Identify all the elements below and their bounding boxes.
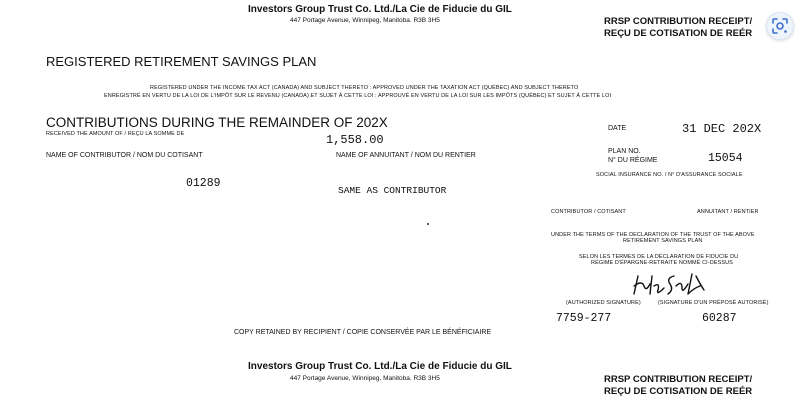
plan-number-label-en: PLAN NO.: [608, 148, 641, 155]
annuitant-column-label: ANNUITANT / RENTIER: [697, 209, 759, 215]
authorized-signature-label: (AUTHORIZED SIGNATURE): [566, 300, 641, 306]
plan-number-value: 15054: [708, 152, 743, 165]
terms-en-line-1: UNDER THE TERMS OF THE DECLARATION OF THE TRUST OF THE ABOVE: [551, 232, 755, 238]
company-address-top: 447 Portage Avenue, Winnipeg, Manitoba. R3B 3H5: [290, 17, 440, 24]
code-left: 7759-277: [556, 312, 612, 325]
annuitant-label: NAME OF ANNUITANT / NOM DU RENTIER: [336, 152, 476, 159]
receipt-title-fr-bottom: REÇU DE COTISATION DE REÉR: [604, 386, 753, 397]
company-name-top: Investors Group Trust Co. Ltd./La Cie de Fiducie du GIL: [248, 4, 512, 15]
stray-dot: [427, 223, 429, 225]
contributor-value: 01289: [186, 177, 221, 190]
registration-text-fr: ENREGISTRÉ EN VERTU DE LA LOI DE L'IMPÔT SUR LE REVENU (CANADA) ET SUJET À CETTE LOI : APPROUVÉ EN VERTU DE LA LOI SUR LES IMPÔTS (QUÉBEC) ET SUJET À CETTE LOI: [104, 93, 612, 99]
registration-text-en: REGISTERED UNDER THE INCOME TAX ACT (CANADA) AND SUBJECT THERETO : APPROVED UNDER THE TAXATION ACT (QUÉBEC) AND SUBJECT THERETO: [150, 85, 579, 91]
authorized-signature-label-fr: (SIGNATURE D'UN PRÉPOSÉ AUTORISÉ): [658, 300, 769, 306]
sin-label: SOCIAL INSURANCE NO. / N° D'ASSURANCE SOCIALE: [596, 172, 743, 178]
amount-label: RECEIVED THE AMOUNT OF / REÇU LA SOMME DE: [46, 131, 185, 137]
handwritten-signature: [630, 272, 710, 298]
amount-value: 1,558.00: [326, 133, 384, 147]
contributor-column-label: CONTRIBUTOR / COTISANT: [551, 209, 626, 215]
contributions-heading: CONTRIBUTIONS DURING THE REMAINDER OF 202X: [46, 115, 388, 130]
company-name-bottom: Investors Group Trust Co. Ltd./La Cie de Fiducie du GIL: [248, 361, 512, 372]
date-value: 31 DEC 202X: [682, 122, 762, 136]
terms-fr-line-1: SELON LES TERMES DE LA DÉCLARATION DE FIDUCIE DU: [579, 254, 739, 260]
plan-title: REGISTERED RETIREMENT SAVINGS PLAN: [46, 54, 317, 69]
receipt-title-en-bottom: RRSP CONTRIBUTION RECEIPT/: [604, 374, 753, 385]
plan-number-label-fr: N° DU RÉGIME: [608, 157, 658, 164]
receipt-title-en-top: RRSP CONTRIBUTION RECEIPT/: [604, 16, 753, 27]
terms-en-line-2: RETIREMENT SAVINGS PLAN: [623, 238, 703, 244]
code-right: 60287: [702, 312, 737, 325]
receipt-title-fr-top: REÇU DE COTISATION DE REÉR: [604, 28, 753, 39]
copy-retained-note: COPY RETAINED BY RECIPIENT / COPIE CONSERVÉE PAR LE BÉNÉFICIAIRE: [234, 329, 492, 336]
contributor-label: NAME OF CONTRIBUTOR / NOM DU COTISANT: [46, 152, 203, 159]
annuitant-value: SAME AS CONTRIBUTOR: [338, 185, 447, 196]
google-lens-icon[interactable]: [766, 12, 794, 40]
company-address-bottom: 447 Portage Avenue, Winnipeg, Manitoba. R3B 3H5: [290, 375, 440, 382]
date-label: DATE: [608, 125, 627, 132]
terms-fr-line-2: RÉGIME D'ÉPARGNE-RETRAITE NOMMÉ CI-DESSUS: [591, 260, 733, 266]
